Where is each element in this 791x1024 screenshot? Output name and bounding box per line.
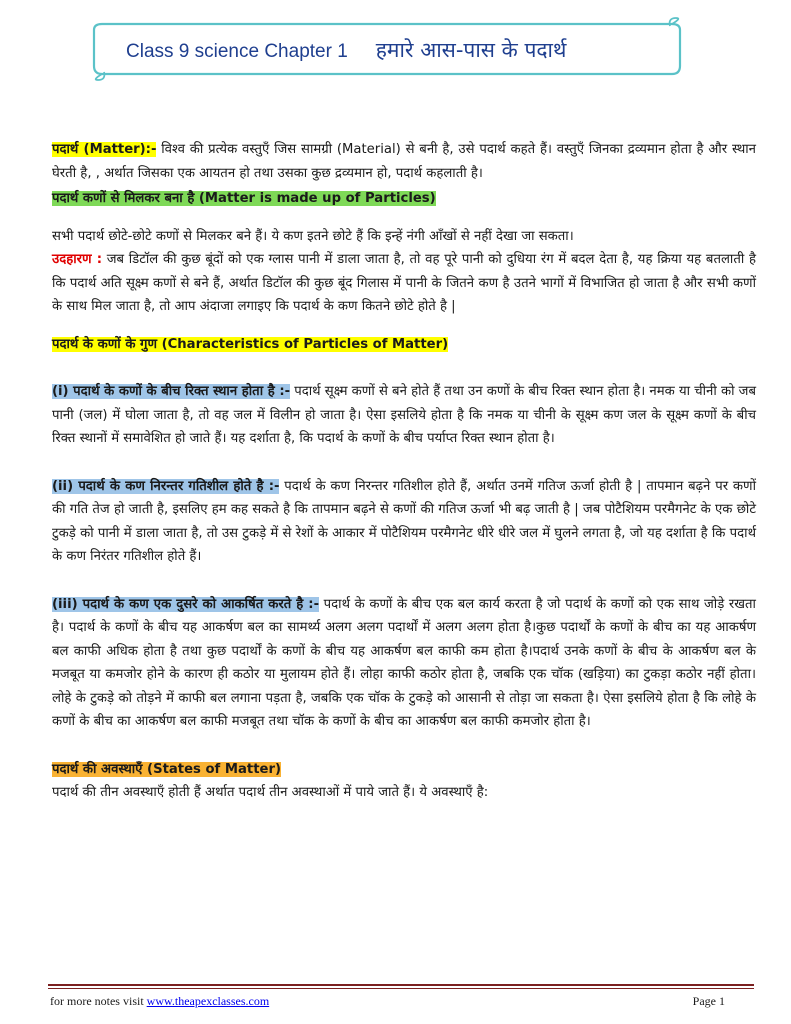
page-number: Page 1 (692, 994, 725, 1008)
example-paragraph (52, 248, 756, 319)
document-body (52, 138, 756, 805)
footer-divider (48, 984, 754, 986)
particles-heading: पदार्थ कणों से मिलकर बना है (Matter is made up of Particles) (52, 191, 436, 206)
particles-paragraph (52, 225, 756, 249)
particles-text: सभी पदार्थ छोटे-छोटे कणों से मिलकर बने हैं। ये कण इतने छोटे हैं कि इन्हें नंगी आँखों से नहीं देखा जा सकता। (52, 228, 574, 244)
characteristic-text-3: पदार्थ के कणों के बीच एक बल कार्य करता है जो पदार्थ के कणों को एक साथ जोड़े रखता है। पदार्थ के कणों के बीच यह आकर्षण बल का सामर्थ्य अलग अलग पदार्थों में अलग अलग होता है।कुछ पदार्थों के कणों के बीच का यह आकर्षण बल काफी अधिक होता है तथा कुछ पदार्थों के कणों के बीच यह आकर्षण बल काफी कम होता है।पदार्थ उनके कणों के बीच के आकर्षण बल के मजबूत या कमजोर होने के कारण ही कठोर या मुलायम होते हैं। लोहा काफी कठोर होता है, जबकि एक चॉक (खड़िया) का टुकड़ा कठोर नहीं होता। लोहे के टुकड़े को तोड़ने में काफी बल लगाना पड़ता है, जबकि एक चॉक के टुकड़े को आसानी से तोड़ा जा सकता है। ऐसा इसलिये होता है कि लोहे के कणों के बीच का आकर्षण बल काफी मजबूत तथा चॉक के कणों के बीच का आकर्षण बल काफी कमजोर होता है। (52, 596, 756, 729)
characteristic-text-2: पदार्थ के कण निरन्तर गतिशील होते हैं, अर्थात उनमें गतिज ऊर्जा होती है | तापमान बढ़ने पर कणों की गति तेज हो जाती है, इसलिए हम कह सकते है कि तापमान बढ़ने से कणों की गतिज ऊर्जा भी बढ़ जाती है | जब पोटैशियम परमैगनेट के एक छोटे टुकड़े को पानी में डाला जाता है, तो उस टुकड़े में से रेशों के आकार में पोटैशियम परमैगनेट धीरे धीरे जल में घुलने लगता है, जो यह दर्शाता है कि पदार्थ के कण निरंतर गतिशील होते हैं। (52, 478, 756, 564)
characteristic-heading-3: (iii) पदार्थ के कण एक दुसरे को आकर्षित करते है :- (52, 596, 320, 612)
footer-divider-thin (48, 988, 754, 989)
characteristics-heading: पदार्थ के कणों के गुण (Characteristics of Particles of Matter) (52, 336, 449, 352)
title-hindi: हमारे आस-पास के पदार्थ (375, 38, 567, 62)
example-text: जब डिटॉल की कुछ बूंदों को एक ग्लास पानी में डाला जाता है, तो वह पूरे पानी को दुधिया रंग में बदल देता है, यह क्रिया यह बतलाती है कि पदार्थ अति सूक्ष्म कणों से बने हैं, अर्थात डिटॉल की कुछ बूंद गिलास में पानी के जितने कण है उतने भागों में विभाजित हो जाता है और सभी कणों के साथ मिल जाता है, तो आप अंदाजा लगाइए कि पदार्थ के कण कितने छोटे होते है | (52, 252, 756, 314)
matter-text: विश्व की प्रत्येक वस्तुएँ जिस सामग्री (Material) से बनी है, उसे पदार्थ कहते हैं। वस्तुएँ जिनका द्रव्यमान होता है और स्थान घेरती है, , अर्थात जिसका एक आयतन हो तथा उसका कुछ द्रव्यमान हो, पदार्थ कहलाती है। (52, 142, 757, 181)
example-label: उदहारण : (52, 252, 102, 267)
footer-prefix: for more notes visit (50, 994, 147, 1008)
footer-note (50, 994, 269, 1009)
characteristic-heading-2: (ii) पदार्थ के कण निरन्तर गतिशील होते है :- (52, 478, 280, 494)
states-text: पदार्थ की तीन अवस्थाएँ होती हैं अर्थात पदार्थ तीन अवस्थाओं में पाये जाते हैं। ये अवस्थाएँ है: (52, 785, 489, 800)
states-paragraph (52, 781, 756, 805)
matter-paragraph (52, 138, 756, 185)
footer-website-link[interactable]: www.theapexclasses.com (146, 994, 270, 1008)
states-heading: पदार्थ की अवस्थाएँ (States of Matter) (52, 761, 281, 777)
title-english: Class 9 science Chapter 1 (126, 41, 348, 62)
characteristic-item-1 (52, 380, 756, 451)
title-banner (92, 16, 684, 82)
characteristic-item-3 (52, 593, 756, 734)
characteristic-text-1: पदार्थ सूक्ष्म कणों से बने होते हैं तथा उन कणों के बीच रिक्त स्थान होता है। नमक या चीनी को जब पानी (जल) में घोला जाता है, तो वह जल में विलीन हो जाता है। ऐसा इसलिये होता है कि नमक या चीनी के सूक्ष्म कण जल के सूक्ष्म कणों के बीच रिक्त स्थानों में समावेशित हो जाते हैं। यह दर्शाता है, कि पदार्थ के कणों के बीच पर्याप्त रिक्त स्थान होता है। (52, 384, 756, 446)
matter-heading: पदार्थ (Matter):- (52, 142, 157, 157)
characteristic-item-2 (52, 475, 756, 569)
page-title (126, 36, 566, 64)
characteristic-heading-1: (i) पदार्थ के कणों के बीच रिक्त स्थान होता है :- (52, 384, 291, 399)
